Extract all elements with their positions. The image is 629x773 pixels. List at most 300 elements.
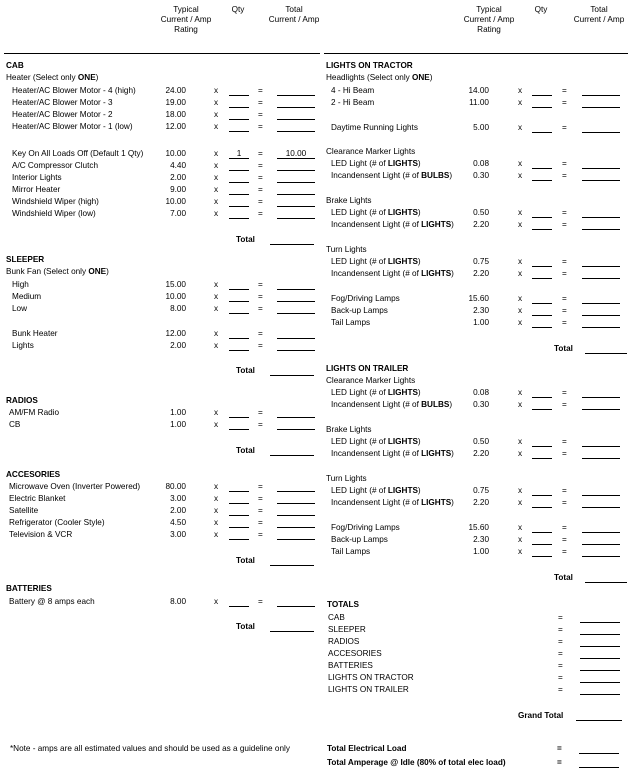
qty-input[interactable] — [532, 458, 552, 459]
amp-rating: 18.00 — [165, 110, 186, 119]
bold-unit: LIGHTS — [421, 269, 452, 278]
section-note: Headlights (Select only ONE) — [326, 73, 433, 82]
group-label: Clearance Marker Lights — [326, 147, 416, 156]
equals-sign: = — [558, 685, 563, 694]
qty-input[interactable] — [532, 217, 552, 218]
times-sign: x — [518, 269, 523, 278]
total-input[interactable] — [277, 95, 315, 96]
row-label: Mirror Heater — [12, 185, 61, 194]
section-total-input[interactable] — [270, 565, 314, 566]
equals-sign: = — [562, 86, 567, 95]
equals-sign: = — [562, 306, 567, 315]
row-label: Key On All Loads Off (Default 1 Qty) — [12, 149, 144, 158]
times-sign: x — [518, 220, 523, 229]
times-sign: x — [214, 597, 219, 606]
qty-value: 1 — [236, 149, 242, 158]
equals-sign: = — [562, 486, 567, 495]
equals-sign: = — [258, 197, 263, 206]
times-sign: x — [214, 173, 219, 182]
times-sign: x — [518, 535, 523, 544]
total-input[interactable] — [277, 313, 315, 314]
qty-input[interactable] — [532, 107, 552, 108]
qty-input[interactable] — [229, 503, 249, 504]
total-input[interactable] — [582, 458, 620, 459]
qty-header: Qty — [231, 5, 245, 14]
bold-one: ONE — [88, 267, 107, 276]
totals-input[interactable] — [580, 694, 620, 695]
rating-header: Typical Current / Amp Rating — [160, 5, 212, 34]
qty-input[interactable] — [532, 95, 552, 96]
equals-sign: = — [558, 661, 563, 670]
qty-input[interactable] — [229, 289, 249, 290]
amp-rating: 10.00 — [165, 292, 186, 301]
total-input[interactable] — [277, 131, 315, 132]
times-sign: x — [518, 123, 523, 132]
amp-rating: 19.00 — [165, 98, 186, 107]
times-sign: x — [518, 318, 523, 327]
amp-rating: 14.00 — [468, 86, 489, 95]
times-sign: x — [214, 161, 219, 170]
qty-input[interactable] — [532, 278, 552, 279]
section-note: Heater (Select only ONE) — [6, 73, 99, 82]
equals-sign: = — [258, 341, 263, 350]
amp-rating: 5.00 — [473, 123, 489, 132]
times-sign: x — [214, 110, 219, 119]
times-sign: x — [214, 209, 219, 218]
section-title-accesories: ACCESORIES — [6, 470, 61, 479]
totals-item: RADIOS — [328, 637, 360, 646]
times-sign: x — [518, 257, 523, 266]
header-rule-left — [4, 53, 320, 54]
qty-input[interactable] — [229, 170, 249, 171]
equals-sign: = — [562, 498, 567, 507]
row-label: Television & VCR — [9, 530, 73, 539]
section-total-input[interactable] — [270, 375, 314, 376]
section-total-label: Total — [554, 344, 573, 353]
group-label: Clearance Marker Lights — [326, 376, 416, 385]
bold-unit: BULBS — [421, 400, 450, 409]
amp-rating: 0.08 — [473, 388, 489, 397]
row-label: Tail Lamps — [331, 547, 371, 556]
row-label: LED Light (# of LIGHTS) — [331, 388, 421, 397]
total-input[interactable] — [582, 180, 620, 181]
total-input[interactable] — [277, 539, 315, 540]
total-input[interactable] — [277, 350, 315, 351]
bold-unit: LIGHTS — [421, 498, 452, 507]
bold-one: ONE — [412, 73, 430, 82]
amp-rating: 15.00 — [165, 280, 186, 289]
row-label: Heater/AC Blower Motor - 4 (high) — [12, 86, 136, 95]
amp-rating: 3.00 — [170, 530, 186, 539]
total-input[interactable] — [277, 194, 315, 195]
row-label: Incandensent Light (# of BULBS) — [331, 171, 453, 180]
section-total-input[interactable] — [585, 353, 627, 354]
row-label: Low — [12, 304, 28, 313]
amp-rating: 1.00 — [473, 547, 489, 556]
equals-sign: = — [557, 744, 562, 753]
section-title-lights: LIGHTS ON TRAILER — [326, 364, 409, 373]
total-input[interactable] — [582, 107, 620, 108]
row-label: Fog/Driving Lamps — [331, 523, 400, 532]
section-total-input[interactable] — [270, 455, 314, 456]
section-total-input[interactable] — [270, 244, 314, 245]
row-label: Heater/AC Blower Motor - 3 — [12, 98, 113, 107]
bold-unit: LIGHTS — [387, 208, 418, 217]
section-total-label: Total — [554, 573, 573, 582]
total-input[interactable] — [277, 338, 315, 339]
qty-input[interactable] — [229, 606, 249, 607]
total-input[interactable] — [277, 182, 315, 183]
row-label: Incandensent Light (# of LIGHTS) — [331, 220, 454, 229]
qty-input[interactable] — [229, 182, 249, 183]
amp-rating: 10.00 — [165, 149, 186, 158]
qty-input[interactable] — [229, 131, 249, 132]
amp-rating: 1.00 — [170, 408, 186, 417]
total-input[interactable] — [277, 429, 315, 430]
group-label: Brake Lights — [326, 196, 372, 205]
equals-sign: = — [562, 449, 567, 458]
total-input[interactable] — [277, 206, 315, 207]
totals-input[interactable] — [580, 670, 620, 671]
amp-rating: 24.00 — [165, 86, 186, 95]
total-input[interactable] — [277, 107, 315, 108]
row-label: LED Light (# of LIGHTS) — [331, 208, 421, 217]
equals-sign: = — [562, 269, 567, 278]
times-sign: x — [518, 208, 523, 217]
rating-header: Typical Current / Amp Rating — [463, 5, 515, 34]
times-sign: x — [214, 86, 219, 95]
times-sign: x — [518, 171, 523, 180]
section-title-cab: CAB — [6, 61, 24, 70]
totals-item: SLEEPER — [328, 625, 366, 634]
qty-input[interactable] — [532, 266, 552, 267]
total-input[interactable] — [582, 266, 620, 267]
amp-rating: 2.20 — [473, 220, 489, 229]
times-sign: x — [214, 482, 219, 491]
total-electrical-load-label: Total Electrical Load — [327, 744, 407, 753]
amp-rating: 12.00 — [165, 122, 186, 131]
equals-sign: = — [258, 304, 263, 313]
row-label: Heater/AC Blower Motor - 2 — [12, 110, 113, 119]
amp-rating: 1.00 — [473, 318, 489, 327]
qty-input[interactable] — [532, 168, 552, 169]
times-sign: x — [518, 437, 523, 446]
bold-unit: LIGHTS — [387, 159, 418, 168]
qty-header: Qty — [534, 5, 548, 14]
qty-input[interactable] — [229, 301, 249, 302]
times-sign: x — [214, 98, 219, 107]
equals-sign: = — [562, 535, 567, 544]
section-total-label: Total — [236, 446, 255, 455]
header-rule-right — [324, 53, 628, 54]
amp-rating: 15.60 — [468, 294, 489, 303]
equals-sign: = — [258, 530, 263, 539]
qty-input[interactable] — [229, 539, 249, 540]
total-input[interactable] — [277, 527, 315, 528]
amp-rating: 80.00 — [165, 482, 186, 491]
qty-input[interactable] — [532, 180, 552, 181]
row-label: High — [12, 280, 29, 289]
amp-rating: 15.60 — [468, 523, 489, 532]
total-input[interactable] — [277, 606, 315, 607]
bold-unit: LIGHTS — [387, 486, 418, 495]
footer-note: *Note - amps are all estimated values and should be used as a guideline only — [10, 744, 290, 753]
amp-rating: 8.00 — [170, 597, 186, 606]
times-sign: x — [518, 400, 523, 409]
totals-item: CAB — [328, 613, 345, 622]
row-label: Back-up Lamps — [331, 535, 388, 544]
qty-input[interactable] — [532, 507, 552, 508]
section-title-batteries: BATTERIES — [6, 584, 52, 593]
equals-sign: = — [258, 420, 263, 429]
section-total-label: Total — [236, 235, 255, 244]
total-input[interactable] — [582, 507, 620, 508]
row-label: Tail Lamps — [331, 318, 371, 327]
bold-one: ONE — [77, 73, 96, 82]
total-input[interactable] — [277, 503, 315, 504]
times-sign: x — [214, 122, 219, 131]
total-input[interactable] — [582, 315, 620, 316]
total-input[interactable] — [277, 289, 315, 290]
times-sign: x — [214, 185, 219, 194]
totals-item: ACCESORIES — [328, 649, 382, 658]
section-title-radios: RADIOS — [6, 396, 38, 405]
equals-sign: = — [562, 437, 567, 446]
row-label: Satellite — [9, 506, 39, 515]
amp-rating: 12.00 — [165, 329, 186, 338]
times-sign: x — [518, 98, 523, 107]
amp-rating: 0.08 — [473, 159, 489, 168]
amp-rating: 7.00 — [170, 209, 186, 218]
total-load-input[interactable] — [579, 753, 619, 754]
amp-rating: 8.00 — [170, 304, 186, 313]
equals-sign: = — [258, 161, 263, 170]
total-input[interactable] — [277, 170, 315, 171]
row-label: Incandensent Light (# of LIGHTS) — [331, 498, 454, 507]
times-sign: x — [214, 408, 219, 417]
equals-sign: = — [258, 98, 263, 107]
equals-sign: = — [562, 547, 567, 556]
row-label: Interior Lights — [12, 173, 62, 182]
row-label: Refrigerator (Cooler Style) — [9, 518, 105, 527]
equals-sign: = — [562, 400, 567, 409]
times-sign: x — [214, 530, 219, 539]
qty-input[interactable] — [229, 491, 249, 492]
times-sign: x — [518, 449, 523, 458]
row-label: A/C Compressor Clutch — [12, 161, 98, 170]
amp-rating: 2.30 — [473, 535, 489, 544]
row-label: Microwave Oven (Inverter Powered) — [9, 482, 141, 491]
total-input[interactable] — [277, 515, 315, 516]
totals-title: TOTALS — [327, 600, 359, 609]
equals-sign: = — [258, 494, 263, 503]
row-label: Medium — [12, 292, 42, 301]
total-input[interactable] — [277, 218, 315, 219]
qty-input[interactable] — [532, 446, 552, 447]
total-input[interactable] — [277, 491, 315, 492]
bold-unit: LIGHTS — [387, 437, 418, 446]
total-input[interactable] — [277, 119, 315, 120]
row-label: Windshield Wiper (low) — [12, 209, 96, 218]
times-sign: x — [518, 498, 523, 507]
equals-sign: = — [562, 294, 567, 303]
amp-rating: 0.50 — [473, 208, 489, 217]
qty-input[interactable] — [532, 132, 552, 133]
amp-rating: 2.20 — [473, 449, 489, 458]
row-label: Incandensent Light (# of BULBS) — [331, 400, 453, 409]
amp-rating: 4.50 — [170, 518, 186, 527]
row-label: Heater/AC Blower Motor - 1 (low) — [12, 122, 133, 131]
qty-input[interactable] — [532, 327, 552, 328]
row-label: LED Light (# of LIGHTS) — [331, 486, 421, 495]
times-sign: x — [214, 197, 219, 206]
total-input[interactable] — [582, 132, 620, 133]
section-title-sleeper: SLEEPER — [6, 255, 45, 264]
equals-sign: = — [558, 625, 563, 634]
equals-sign: = — [562, 318, 567, 327]
total-input[interactable] — [582, 229, 620, 230]
total-input[interactable] — [582, 217, 620, 218]
times-sign: x — [214, 149, 219, 158]
total-input[interactable] — [582, 303, 620, 304]
row-label: 4 - Hi Beam — [331, 86, 375, 95]
qty-input[interactable] — [532, 229, 552, 230]
qty-input[interactable] — [532, 409, 552, 410]
qty-input[interactable] — [532, 397, 552, 398]
qty-input[interactable] — [229, 338, 249, 339]
times-sign: x — [518, 306, 523, 315]
total-input[interactable] — [582, 327, 620, 328]
amp-rating: 0.75 — [473, 486, 489, 495]
qty-input[interactable] — [229, 206, 249, 207]
row-label: Fog/Driving Lamps — [331, 294, 400, 303]
row-label: AM/FM Radio — [9, 408, 60, 417]
bold-unit: LIGHTS — [421, 220, 452, 229]
equals-sign: = — [562, 208, 567, 217]
qty-input[interactable] — [229, 350, 249, 351]
totals-input[interactable] — [580, 622, 620, 623]
idle-amperage-label: Total Amperage @ Idle (80% of total elec load) — [327, 758, 506, 767]
equals-sign: = — [258, 110, 263, 119]
amp-rating: 4.40 — [170, 161, 186, 170]
times-sign: x — [518, 388, 523, 397]
section-total-input[interactable] — [585, 582, 627, 583]
times-sign: x — [214, 494, 219, 503]
total-input[interactable] — [582, 397, 620, 398]
qty-input[interactable] — [229, 429, 249, 430]
equals-sign: = — [258, 408, 263, 417]
total-input[interactable] — [582, 446, 620, 447]
row-label: Bunk Heater — [12, 329, 58, 338]
qty-input[interactable] — [229, 194, 249, 195]
qty-input[interactable] — [532, 556, 552, 557]
qty-input[interactable] — [229, 417, 249, 418]
row-label: LED Light (# of LIGHTS) — [331, 257, 421, 266]
qty-input[interactable] — [229, 515, 249, 516]
qty-input[interactable] — [229, 107, 249, 108]
totals-input[interactable] — [580, 646, 620, 647]
equals-sign: = — [258, 280, 263, 289]
times-sign: x — [518, 159, 523, 168]
times-sign: x — [518, 547, 523, 556]
equals-sign: = — [557, 758, 562, 767]
total-input[interactable] — [582, 495, 620, 496]
total-input[interactable] — [582, 95, 620, 96]
group-label: Turn Lights — [326, 245, 367, 254]
equals-sign: = — [562, 159, 567, 168]
total-input[interactable] — [277, 417, 315, 418]
qty-input[interactable] — [532, 303, 552, 304]
qty-input[interactable] — [532, 315, 552, 316]
idle-amperage-input[interactable] — [579, 767, 619, 768]
total-input[interactable] — [582, 544, 620, 545]
group-label: Brake Lights — [326, 425, 372, 434]
amp-rating: 0.30 — [473, 400, 489, 409]
total-input[interactable] — [582, 168, 620, 169]
section-title-lights: LIGHTS ON TRACTOR — [326, 61, 413, 70]
total-input[interactable] — [277, 301, 315, 302]
amp-rating: 0.50 — [473, 437, 489, 446]
equals-sign: = — [258, 292, 263, 301]
qty-input[interactable] — [532, 544, 552, 545]
times-sign: x — [518, 523, 523, 532]
qty-input[interactable] — [229, 119, 249, 120]
section-total-input[interactable] — [270, 631, 314, 632]
total-input[interactable] — [582, 556, 620, 557]
totals-input[interactable] — [580, 658, 620, 659]
qty-input[interactable] — [229, 313, 249, 314]
totals-item: BATTERIES — [328, 661, 373, 670]
equals-sign: = — [258, 209, 263, 218]
equals-sign: = — [562, 220, 567, 229]
times-sign: x — [214, 506, 219, 515]
total-input[interactable] — [582, 409, 620, 410]
amp-rating: 10.00 — [165, 197, 186, 206]
total-header: Total Current / Amp — [573, 5, 625, 24]
totals-input[interactable] — [580, 634, 620, 635]
row-label: Daytime Running Lights — [331, 123, 418, 132]
grand-total-input[interactable] — [576, 720, 622, 721]
times-sign: x — [214, 420, 219, 429]
equals-sign: = — [562, 98, 567, 107]
total-input[interactable] — [582, 278, 620, 279]
amp-rating: 2.20 — [473, 498, 489, 507]
qty-input[interactable] — [229, 218, 249, 219]
equals-sign: = — [258, 185, 263, 194]
bold-unit: LIGHTS — [387, 257, 418, 266]
qty-input[interactable] — [532, 532, 552, 533]
amp-rating: 2.30 — [473, 306, 489, 315]
bold-unit: LIGHTS — [421, 449, 452, 458]
equals-sign: = — [558, 649, 563, 658]
qty-input[interactable] — [532, 495, 552, 496]
equals-sign: = — [562, 523, 567, 532]
totals-item: LIGHTS ON TRAILER — [328, 685, 409, 694]
qty-input[interactable] — [229, 527, 249, 528]
amp-rating: 0.30 — [473, 171, 489, 180]
times-sign: x — [214, 518, 219, 527]
qty-input[interactable] — [229, 95, 249, 96]
times-sign: x — [518, 294, 523, 303]
grand-total-label: Grand Total — [518, 711, 564, 720]
equals-sign: = — [258, 173, 263, 182]
total-input[interactable] — [582, 532, 620, 533]
amp-rating: 2.00 — [170, 341, 186, 350]
row-label: Incandensent Light (# of LIGHTS) — [331, 269, 454, 278]
times-sign: x — [214, 292, 219, 301]
totals-input[interactable] — [580, 682, 620, 683]
total-value: 10.00 — [285, 149, 307, 158]
